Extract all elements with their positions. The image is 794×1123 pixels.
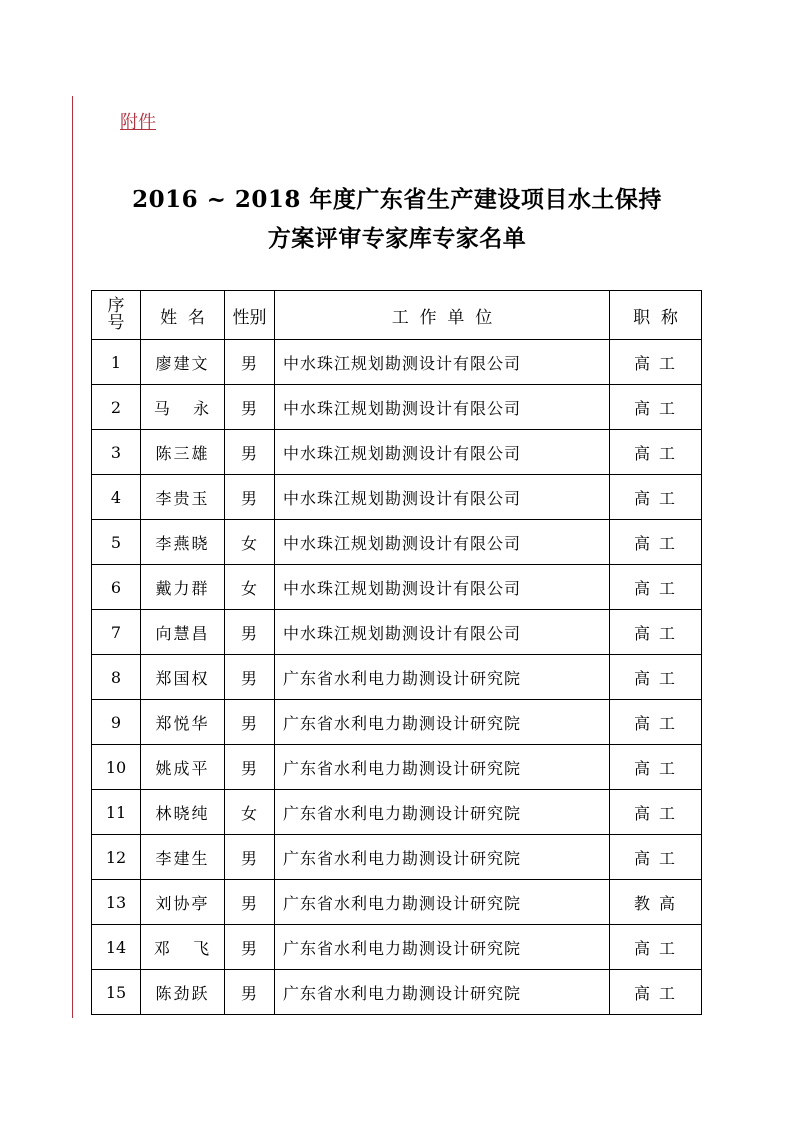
expert-name: 戴力群 [141,565,225,610]
row-number: 2 [92,385,141,430]
work-unit: 中水珠江规划勘测设计有限公司 [275,385,610,430]
expert-gender: 女 [225,520,275,565]
row-number: 4 [92,475,141,520]
expert-gender: 男 [225,925,275,970]
professional-title: 高 工 [610,475,702,520]
row-number: 5 [92,520,141,565]
professional-title: 高 工 [610,925,702,970]
work-unit: 广东省水利电力勘测设计研究院 [275,655,610,700]
header-seq-label: 序 号 [107,296,125,333]
professional-title: 高 工 [610,655,702,700]
professional-title: 教 高 [610,880,702,925]
row-number: 11 [92,790,141,835]
table-row [92,340,702,385]
expert-name: 马 永 [141,385,225,430]
expert-gender: 男 [225,475,275,520]
expert-name: 郑国权 [141,655,225,700]
expert-name: 姚成平 [141,745,225,790]
expert-gender: 女 [225,565,275,610]
expert-gender: 男 [225,655,275,700]
row-number: 12 [92,835,141,880]
expert-name: 李燕晓 [141,520,225,565]
professional-title: 高 工 [610,340,702,385]
expert-name: 李贵玉 [141,475,225,520]
professional-title: 高 工 [610,700,702,745]
row-number: 1 [92,340,141,385]
row-number: 15 [92,970,141,1015]
professional-title: 高 工 [610,430,702,475]
table-header-row [92,291,702,340]
row-number: 3 [92,430,141,475]
work-unit: 广东省水利电力勘测设计研究院 [275,970,610,1015]
row-number: 9 [92,700,141,745]
expert-gender: 男 [225,430,275,475]
table-row [92,385,702,430]
expert-name: 刘协亭 [141,880,225,925]
expert-name: 陈劲跃 [141,970,225,1015]
table-row [92,970,702,1015]
work-unit: 广东省水利电力勘测设计研究院 [275,880,610,925]
work-unit: 广东省水利电力勘测设计研究院 [275,700,610,745]
expert-gender: 男 [225,880,275,925]
header-title: 职 称 [610,291,702,340]
expert-gender: 男 [225,610,275,655]
table-row [92,655,702,700]
work-unit: 中水珠江规划勘测设计有限公司 [275,610,610,655]
header-unit: 工 作 单 位 [275,291,610,340]
work-unit: 广东省水利电力勘测设计研究院 [275,925,610,970]
document-title-line2: 方案评审专家库专家名单 [267,225,527,252]
table-row [92,565,702,610]
work-unit: 广东省水利电力勘测设计研究院 [275,790,610,835]
table-row [92,430,702,475]
work-unit: 中水珠江规划勘测设计有限公司 [275,430,610,475]
table-row [92,880,702,925]
professional-title: 高 工 [610,565,702,610]
attachment-label: 附件 [120,112,156,133]
header-seq [92,291,141,340]
professional-title: 高 工 [610,385,702,430]
table-row [92,925,702,970]
expert-gender: 男 [225,385,275,430]
expert-name: 陈三雄 [141,430,225,475]
header-name: 姓 名 [141,291,225,340]
professional-title: 高 工 [610,790,702,835]
row-number: 6 [92,565,141,610]
work-unit: 中水珠江规划勘测设计有限公司 [275,340,610,385]
row-number: 8 [92,655,141,700]
table-row [92,475,702,520]
work-unit: 中水珠江规划勘测设计有限公司 [275,520,610,565]
expert-gender: 男 [225,835,275,880]
header-gender: 性别 [225,291,275,340]
work-unit: 广东省水利电力勘测设计研究院 [275,745,610,790]
professional-title: 高 工 [610,520,702,565]
work-unit: 中水珠江规划勘测设计有限公司 [275,565,610,610]
row-number: 13 [92,880,141,925]
expert-name: 李建生 [141,835,225,880]
table-row [92,790,702,835]
expert-gender: 女 [225,790,275,835]
expert-name: 廖建文 [141,340,225,385]
table-row [92,745,702,790]
expert-name: 向慧昌 [141,610,225,655]
expert-gender: 男 [225,970,275,1015]
professional-title: 高 工 [610,835,702,880]
expert-gender: 男 [225,700,275,745]
table-row [92,520,702,565]
expert-gender: 男 [225,340,275,385]
expert-name: 邓 飞 [141,925,225,970]
row-number: 7 [92,610,141,655]
table-row [92,700,702,745]
expert-name: 郑悦华 [141,700,225,745]
document-title-line1: 2016 ~ 2018 年度广东省生产建设项目水土保持 [132,186,662,213]
expert-name: 林晓纯 [141,790,225,835]
expert-gender: 男 [225,745,275,790]
work-unit: 中水珠江规划勘测设计有限公司 [275,475,610,520]
professional-title: 高 工 [610,610,702,655]
work-unit: 广东省水利电力勘测设计研究院 [275,835,610,880]
table-row [92,610,702,655]
row-number: 10 [92,745,141,790]
row-number: 14 [92,925,141,970]
professional-title: 高 工 [610,745,702,790]
table-row [92,835,702,880]
professional-title: 高 工 [610,970,702,1015]
expert-table [91,290,702,1015]
